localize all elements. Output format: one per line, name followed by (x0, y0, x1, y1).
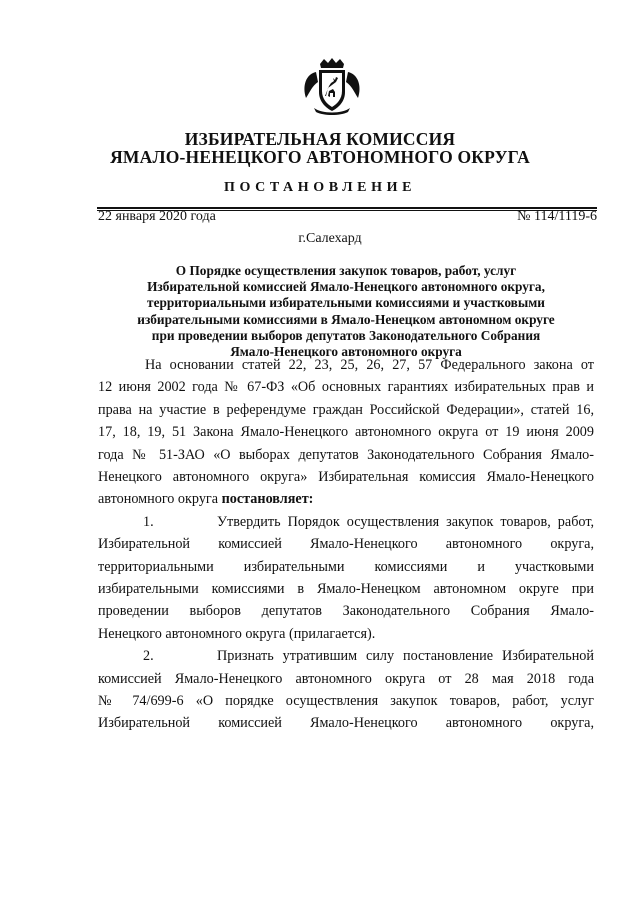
title-line: избирательными комиссиями в Ямало-Ненецком автономном округе (137, 311, 555, 327)
title-line: Ямало-Ненецкого автономного округа (230, 344, 462, 360)
item-1-first-line (98, 511, 594, 533)
org-title-line1: ИЗБИРАТЕЛЬНАЯ КОМИССИЯ (184, 129, 456, 149)
item-1-line: избирательными комиссиями в Ямало-Ненецком автономном округе при (98, 580, 594, 597)
item-1-number: 1. (143, 513, 154, 530)
item-1-line: проведении выборов депутатов Законодательного Собрания Ямало- (98, 603, 594, 620)
title-line: О Порядке осуществления закупок товаров, работ, услуг (175, 263, 517, 278)
preamble-text: автономного округа (98, 491, 222, 508)
item-1-text: Утвердить Порядок осуществления закупок товаров, работ, (217, 513, 594, 530)
coat-of-arms-icon (302, 58, 362, 116)
title-line: территориальными избирательными комиссиями и участковыми (147, 295, 545, 311)
title-line: при проведении выборов депутатов Законодательного Собрания (151, 327, 541, 343)
document-title (98, 263, 594, 360)
resolution-verb: постановляет: (221, 491, 314, 508)
preamble-line: 12 июня 2002 года № 67-ФЗ «Об основных гарантиях избирательных прав и (98, 379, 594, 396)
item-2-first-line (98, 645, 594, 667)
item-1-last-line: Ненецкого автономного округа (прилагается). (98, 625, 376, 642)
preamble-line: 17, 18, 19, 51 Закона Ямало-Ненецкого автономного округа от 19 июня 2009 (98, 424, 594, 441)
org-title-line2: ЯМАЛО-НЕНЕЦКОГО АВТОНОМНОГО ОКРУГА (110, 147, 530, 167)
item-2-line: № 74/699-6 «О порядке осуществления закупок товаров, работ, услуг (98, 692, 594, 709)
item-2-number: 2. (143, 648, 154, 665)
document-number: № 114/1119-6 (517, 209, 597, 224)
document-body (98, 354, 594, 735)
document-date: 22 января 2020 года (98, 209, 216, 224)
preamble-line: права на участие в референдуме граждан Российской Федерации», статей 16, (98, 401, 594, 418)
preamble-line: Ненецкого автономного округа» Избирательная комиссия Ямало-Ненецкого (98, 468, 594, 485)
document-type: ПОСТАНОВЛЕНИЕ (223, 180, 417, 195)
preamble-line: года № 51-ЗАО «О выборах депутатов Законодательного Собрания Ямало- (98, 446, 594, 463)
preamble-line: На основании статей 22, 23, 25, 26, 27, 57 Федерального закона от (145, 357, 594, 373)
item-2-line: Избирательной комиссией Ямало-Ненецкого автономного округа, (98, 715, 594, 732)
item-1-line: территориальными избирательными комиссиями и участковыми (98, 558, 594, 575)
document-city: г.Салехард (298, 231, 362, 246)
item-1-line: Избирательной комиссией Ямало-Ненецкого автономного округа, (98, 536, 594, 553)
title-line: Избирательной комиссией Ямало-Ненецкого автономного округа, (147, 279, 545, 295)
item-2-text: Признать утратившим силу постановление Избирательной (217, 648, 594, 665)
item-2-line: комиссией Ямало-Ненецкого автономного округа от 28 мая 2018 года (98, 670, 594, 687)
preamble-last-line (98, 488, 594, 510)
